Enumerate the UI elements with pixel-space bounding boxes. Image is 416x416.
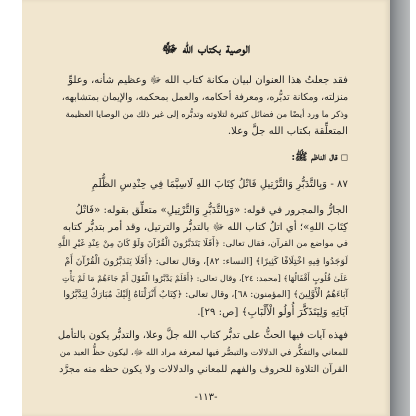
paragraph-2-line-5: عَلَىٰ قُلُوبٍ أَقْفَالُهَا﴾ [محمد: ٢٤]، وقال تعالى: ﴿أَفَلَمْ يَدَّبَّرُوا الْقَوْلَ أَمْ جَاءَهُمْ مَا لَمْ يَأْتِ — [62, 273, 348, 283]
paragraph-3-line-3: القرآن التلاوة للحروف والفهم للمعاني والدلالات ولا يكون حظه منه مجرَّد — [59, 364, 348, 375]
book-spine — [390, 0, 410, 416]
paragraph-1-line-3: وذكر ما ورد أيضًا من فضائل كثيرة لتلاوته وتدبُّره إلى غير ذلك من الوصايا العظيمة — [65, 109, 348, 119]
paragraph-2-line-6: آبَاءَهُمُ الْأَوَّلِينَ﴾ [المؤمنون: ٦٨]، وقال تعالى: ﴿كِتَابٌ أَنْزَلْنَاهُ إِلَيْكَ مُبَارَكٌ لِيَدَّبَّرُوا — [63, 290, 348, 300]
section-heading — [291, 152, 348, 163]
book — [22, 0, 410, 416]
paragraph-2-line-4: لَوَجَدُوا فِيهِ اخْتِلَافًا كَثِيرًا﴾ [النساء: ٨٢]، وقال تعالى: ﴿أَفَلَا يَتَدَبَّرُونَ الْقُرْآنَ أَمْ — [64, 256, 348, 267]
paragraph-3-line-1: فهذه آيات فيها الحثُّ على تدبُّر كتاب الله جلَّ وعلا، والتدبُّر يكون بالتأمل — [57, 330, 348, 341]
page-title: الوصية بكتاب الله ﷻ — [161, 41, 251, 57]
paragraph-3-line-2: للمعاني والتفكُّر في الدلالات والتبصُّر فيها لمعرفة مراد الله ﷻ، ليكون حظُّ العبد من — [59, 347, 348, 357]
verse-line: ٨٧ - وَبِالتَّدَبُّرِ وَالتَّرْتِيلِ فَاتْلُ كِتَابَ اللهِ لَاسِيَّمَا فِي حِنْدِسِ الظُّلَمِ — [91, 179, 348, 190]
section-heading-text: قال الناظم ﷺ: — [291, 151, 338, 163]
square-bullet-icon: ◻ — [340, 153, 348, 163]
book-page — [22, 0, 390, 416]
paragraph-2-line-7: آيَاتِهِ وَلِيَتَذَكَّرَ أُولُو الْأَلْبَابِ﴾ [ص: ٢٩]. — [197, 307, 348, 318]
verse-number: ٨٧ — [337, 179, 348, 190]
paragraph-2-line-1: الجارُّ والمجرور في قوله: «وَبِالتَّدَبُّرِ وَالتَّرْتِيلِ» متعلِّق بقوله: «فَاتْلُ — [75, 205, 348, 216]
paragraph-1-line-1: فقد جعلتُ هذا العنوان لبيان مكانة كتاب الله ﷻ وعظيم شأنه، وعلوِّ — [68, 75, 348, 86]
verse-text: وَبِالتَّدَبُّرِ وَالتَّرْتِيلِ فَاتْلُ كِتَابَ اللهِ لَاسِيَّمَا فِي حِنْدِسِ الظُّلَمِ — [91, 179, 328, 190]
paragraph-1-line-2: منزلته، ومكانة تدبُّره، ومعرفة أحكامه، والعمل بمحكمه، والإيمان بمتشابهه، — [61, 92, 348, 103]
page-number: -١١٣- — [194, 392, 218, 403]
paragraph-1-line-4: المتعلِّقة بكتاب الله جلَّ وعلا. — [227, 126, 348, 137]
paragraph-2-line-2: كِتَابَ اللهِ»؛ أي اتلُ كتاب الله ﷻ بالتدبُّر والترتيل، وقد أمر بتدبُّر كتابه — [62, 222, 348, 233]
paragraph-2-line-3: في مواضع من القرآن، فقال تعالى: ﴿أَفَلَا يَتَدَبَّرُونَ الْقُرْآنَ وَلَوْ كَانَ مِنْ عِنْدِ غَيْرِ اللَّهِ — [57, 239, 348, 249]
